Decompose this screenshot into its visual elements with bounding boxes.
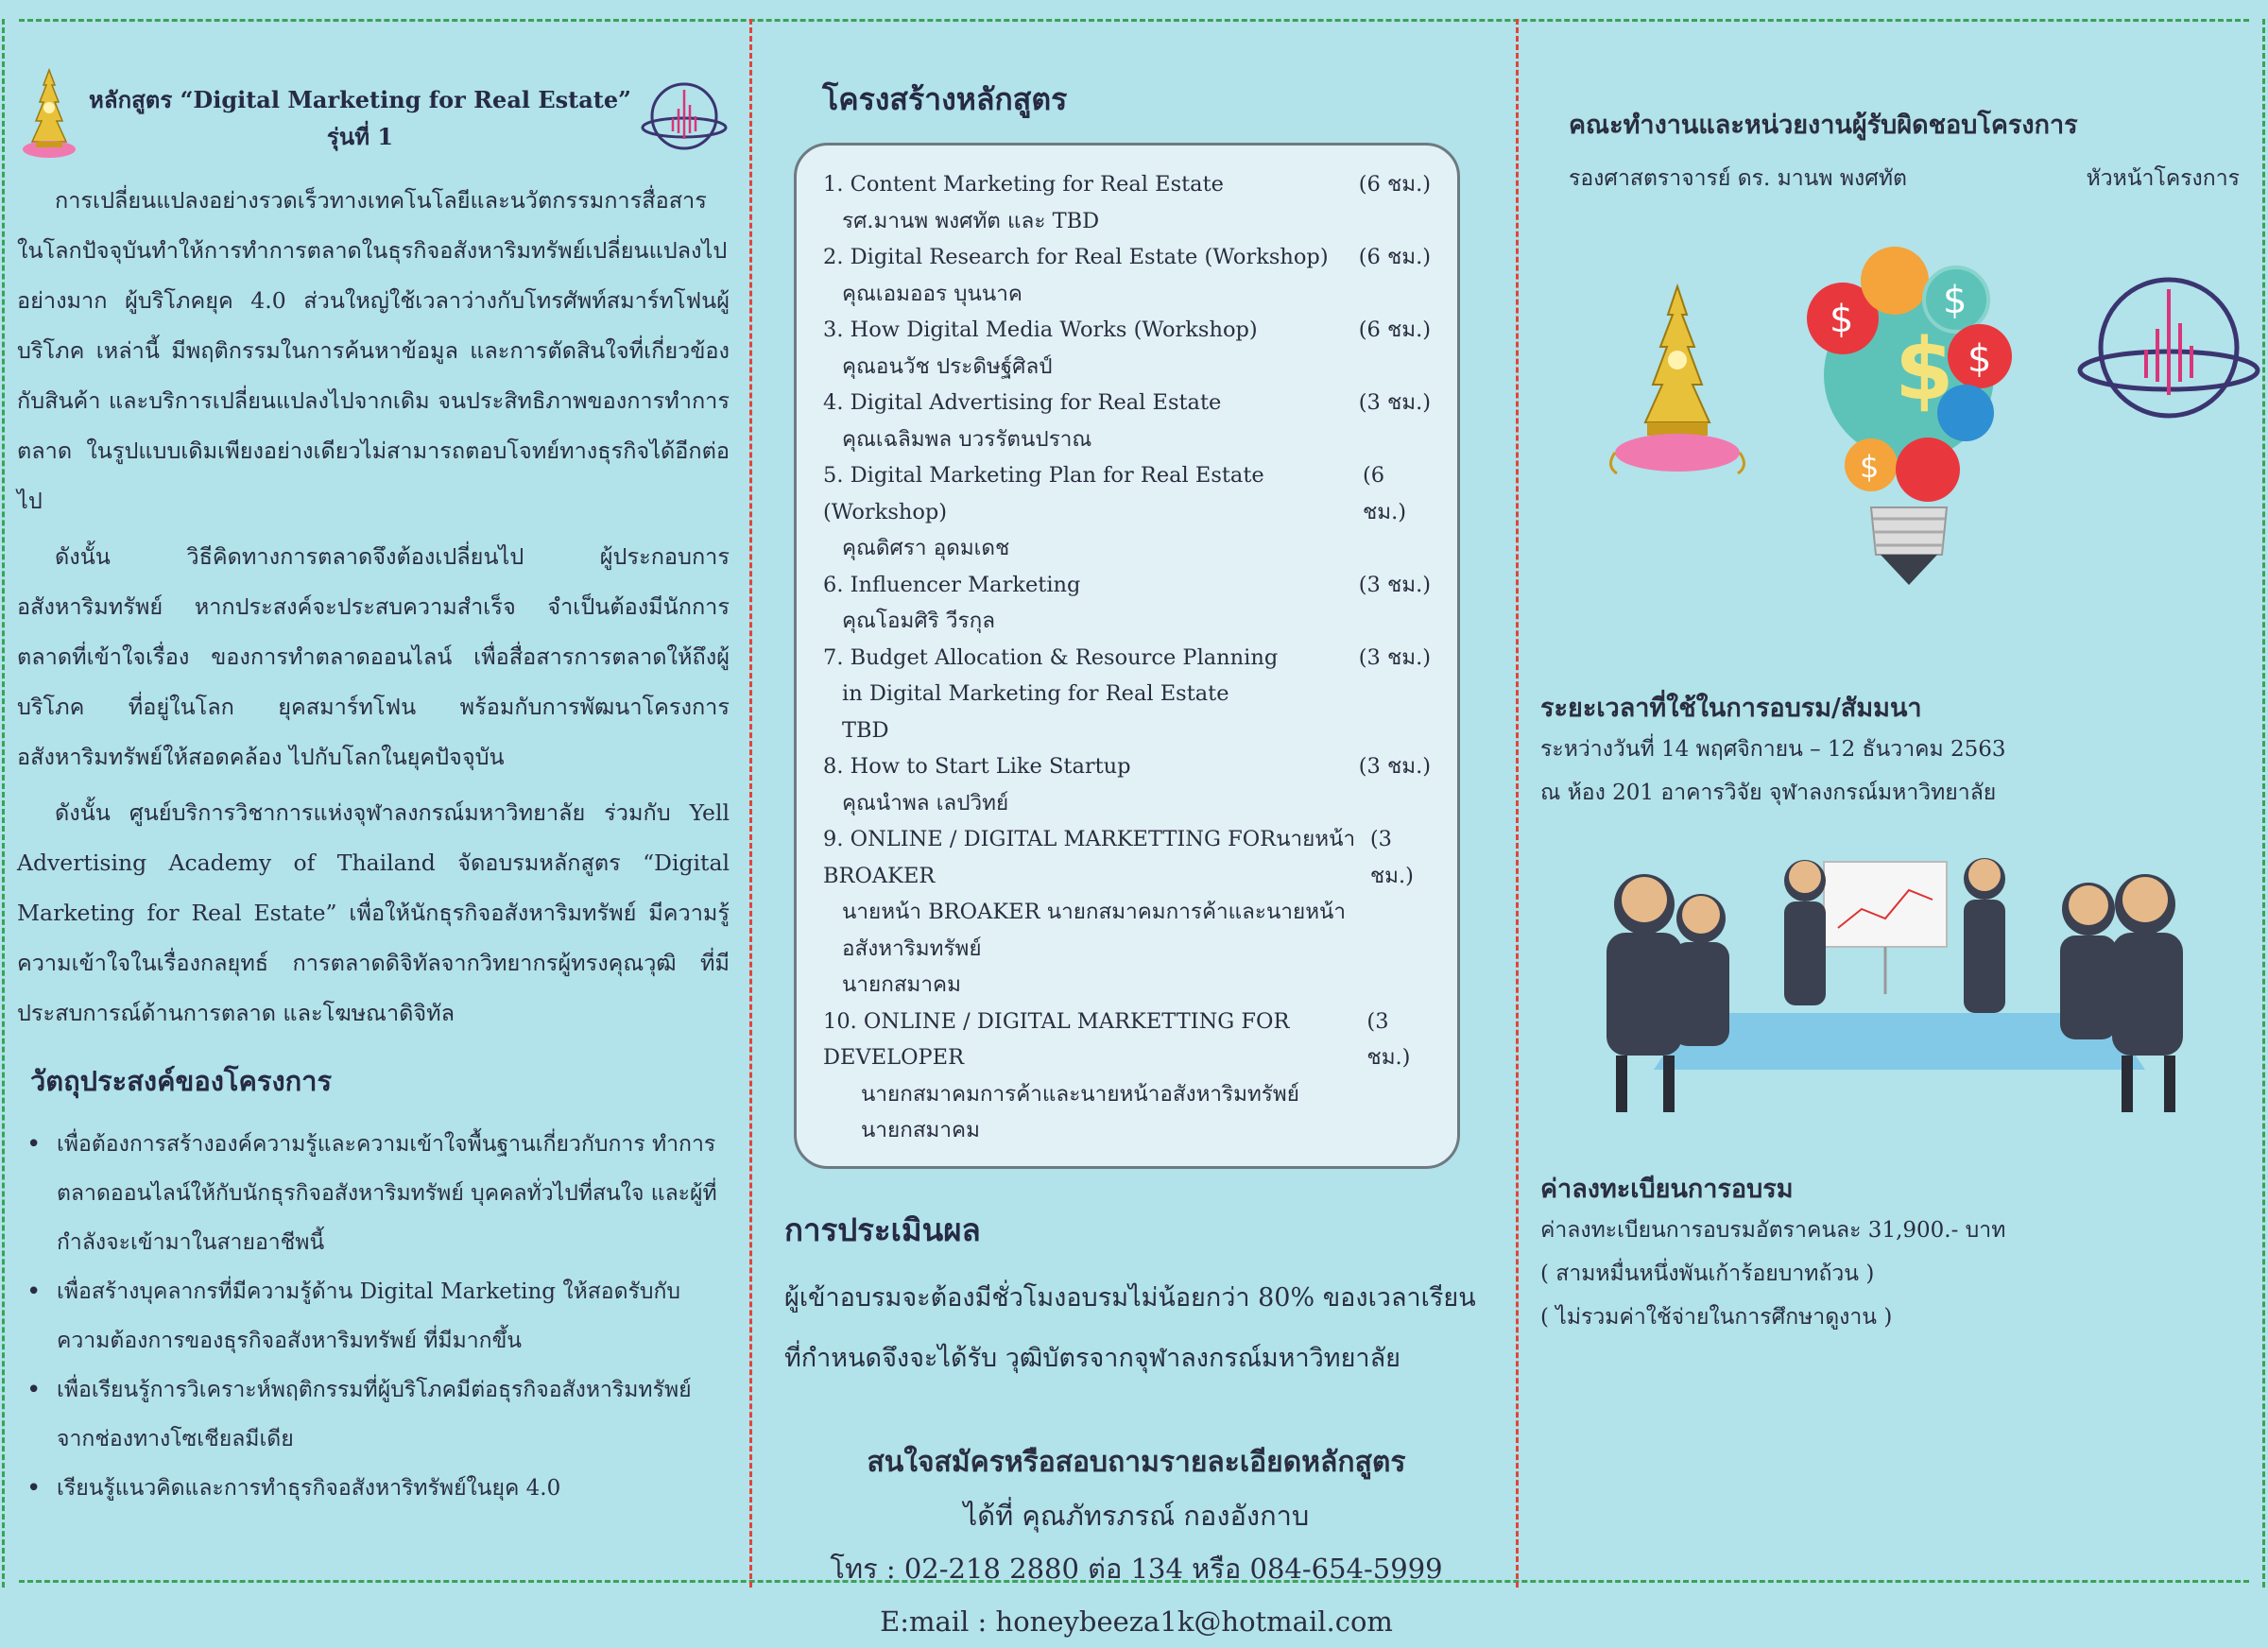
curriculum-item-hours: (6 ชม.) [1358, 318, 1431, 342]
curriculum-item-title: 1. Content Marketing for Real Estate [823, 172, 1224, 197]
fee-words: ( สามหมื่นหนึ่งพันเก้าร้อยบาทถ้วน ) [1540, 1262, 1875, 1286]
curriculum-item [823, 385, 1431, 457]
curriculum-item-title: 6. Influencer Marketing [823, 572, 1081, 597]
curriculum-item-detail: in Digital Marketing for Real Estate [842, 681, 1229, 706]
curriculum-item-header [823, 166, 1431, 203]
curriculum-item-detail: คุณเอมออร บุนนาค [842, 281, 1022, 306]
right-panel [1521, 0, 2259, 1599]
curriculum-item-detail: คุณดิศรา อุดมเดช [842, 536, 1010, 560]
curriculum-item-detail: คุณอนวัช ประดิษฐ์ศิลป์ [842, 353, 1053, 379]
curriculum-item-detail: คุณนำพล เลปวิทย์ [842, 790, 1009, 815]
svg-text:$: $ [1943, 279, 1967, 322]
meeting-illustration-icon [1578, 852, 2183, 1126]
curriculum-item [823, 1004, 1431, 1149]
evaluation-heading: การประเมินผล [784, 1210, 981, 1248]
curriculum-item [823, 640, 1431, 749]
curriculum-item-title: 2. Digital Research for Real Estate (Workshop) [823, 245, 1329, 269]
curriculum-heading: โครงสร้างหลักสูตร [822, 81, 1068, 117]
fold-line-1 [749, 19, 752, 1588]
curriculum-item-title: 10. ONLINE / DIGITAL MARKETTING FOR DEVELOPER [823, 1008, 1290, 1070]
fold-line-2 [1516, 19, 1519, 1588]
objective-item: • เรียนรู้แนวคิดและการทำธุรกิจอสังหาริทรัพย์ในยุค 4.0 [43, 1464, 730, 1513]
contact-phone: โทร : 02-218 2880 ต่อ 134 หรือ 084-654-5999 [830, 1552, 1443, 1585]
contact-email: E:mail : honeybeeza1k@hotmail.com [880, 1605, 1393, 1638]
curriculum-item-title: 3. How Digital Media Works (Workshop) [823, 318, 1258, 342]
curriculum-item-hours: (6 ชม.) [1358, 172, 1431, 197]
fee-heading: ค่าลงทะเบียนการอบรม [1540, 1175, 1794, 1204]
contact-heading: สนใจสมัครหรือสอบถามรายละเอียดหลักสูตร [867, 1445, 1406, 1479]
chula-emblem-icon [17, 66, 81, 170]
evaluation-line: ที่กำหนดจึงจะได้รับ วุฒิบัตรจากจุฬาลงกรณ์มหาวิทยาลัย [784, 1343, 1400, 1373]
chula-emblem-icon [1602, 281, 1753, 498]
duration-venue: ณ ห้อง 201 อาคารวิจัย จุฬาลงกรณ์มหาวิทยาลัย [1540, 781, 1997, 805]
course-title: หลักสูตร “Digital Marketing for Real Estate” รุ่นที่ 1 [89, 86, 631, 150]
right-dashed-edge [2262, 19, 2265, 1588]
team-member-role: หัวหน้าโครงการ [2086, 166, 2240, 191]
left-panel [0, 0, 747, 1599]
curriculum-item [823, 239, 1431, 312]
curriculum-item-header [823, 385, 1431, 421]
curriculum-item-title: 7. Budget Allocation & Resource Planning [823, 644, 1279, 670]
curriculum-item [823, 748, 1431, 821]
curriculum-item-header [823, 748, 1431, 785]
curriculum-item-header [823, 1004, 1431, 1076]
curriculum-item-hours: (6 ชม.) [1363, 463, 1407, 524]
intro-paragraph-3: ดังนั้น ศูนย์บริการวิชาการแห่งจุฬาลงกรณ์มหาวิทยาลัย ร่วมกับ Yell Advertising Academy of Thailand จัดอบรมหลักสูตร “Digital Marketing for Real Estate” เพื่อให้นักธุรกิจอสังหาริมทรัพย์ มีความรู้ความเข้าใจในเรื่องกลยุทธ์ การตลาดดิจิทัลจากวิทยากรผู้ทรงคุณวุฒิ ที่มีประสบการณ์ด้านการตลาด และโฆษณาดิจิทัล [17, 799, 730, 1026]
curriculum-item-header [823, 239, 1431, 276]
curriculum-item-detail: TBD [842, 717, 889, 743]
curriculum-item-hours: (6 ชม.) [1358, 245, 1431, 269]
curriculum-item [823, 312, 1431, 385]
curriculum-item-detail: นายหน้า BROAKER นายกสมาคมการค้าและนายหน้าอสังหาริมทรัพย์ [842, 900, 1347, 961]
objectives-list [17, 1120, 730, 1513]
curriculum-item-header [823, 312, 1431, 349]
curriculum-item-detail: นายกสมาคม [861, 1118, 980, 1142]
curriculum-item [823, 166, 1431, 239]
team-member-name: รองศาสตราจารย์ ดร. มานพ พงศทัต [1569, 166, 1907, 191]
curriculum-item-detail: รศ.มานพ พงศทัต และ TBD [842, 208, 1100, 233]
curriculum-item-title: 8. How to Start Like Startup [823, 754, 1131, 779]
lightbulb-money-icon [1786, 233, 2032, 630]
curriculum-item-title: 5. Digital Marketing Plan for Real Estate (Workshop) [823, 463, 1264, 524]
curriculum-item-hours: (3 ชม.) [1366, 1008, 1411, 1070]
team-heading: คณะทำงานและหน่วยงานผู้รับผิดชอบโครงการ [1569, 111, 2078, 140]
fee-note: ( ไม่รวมค่าใช้จ่ายในการศึกษาดูงาน ) [1540, 1305, 1893, 1330]
evaluation-line: ผู้เข้าอบรมจะต้องมีชั่วโมงอบรมไม่น้อยกว่า 80% ของเวลาเรียน [784, 1282, 1476, 1313]
svg-text:$: $ [1860, 449, 1880, 485]
fee-amount: ค่าลงทะเบียนการอบรมอัตราคนละ 31,900.- บาท [1540, 1218, 2006, 1243]
svg-text:$: $ [1967, 337, 1992, 381]
curriculum-item-header [823, 821, 1431, 894]
intro-paragraph-1: การเปลี่ยนแปลงอย่างรวดเร็วทางเทคโนโลยีและนวัตกรรมการสื่อสาร ในโลกปัจจุบันทำให้การทำการตลาดในธุรกิจอสังหาริมทรัพย์เปลี่ยนแปลงไป อย่างมาก ผู้บริโภคยุค 4.0 ส่วนใหญ่ใช้เวลาว่างกับโทรศัพท์สมาร์ทโฟนผู้บริโภค เหล่านี้ มีพฤติกรรมในการค้นหาข้อมูล และการตัดสินใจที่เกี่ยวข้องกับสินค้า และบริการเปลี่ยนแปลงไปจากเดิม จนประสิทธิภาพของการทำการตลาด ในรูปแบบเดิมเพียงอย่างเดียวไม่สามารถตอบโจทย์ทางธุรกิจได้อีกต่อไป [17, 187, 730, 514]
svg-text:$: $ [1895, 320, 1954, 420]
curriculum-item-header [823, 457, 1431, 530]
objective-item: • เพื่อสร้างบุคลากรที่มีความรู้ด้าน Digital Marketing ให้สอดรับกับ ความต้องการของธุรกิจอสังหาริมทรัพย์ ที่มีมากขึ้น [43, 1267, 730, 1365]
middle-panel [756, 0, 1507, 1638]
curriculum-item-hours: (3 ชม.) [1358, 572, 1431, 597]
curriculum-item-detail: นายกสมาคม [842, 972, 961, 997]
duration-dates: ระหว่างวันที่ 14 พฤศจิกายน – 12 ธันวาคม 2563 [1540, 737, 2006, 762]
intro-paragraph-2: ดังนั้น วิธีคิดทางการตลาดจึงต้องเปลี่ยนไป ผู้ประกอบการอสังหาริมทรัพย์ หากประสงค์จะประสบความสำเร็จ จำเป็นต้องมีนักการตลาดที่เข้าใจเรื่อง ของการทำตลาดออนไลน์ เพื่อสื่อสารการตลาดให้ถึงผู้บริโภค ที่อยู่ในโลก ยุคสมาร์ทโฟน พร้อมกับการพัฒนาโครงการอสังหาริมทรัพย์ให้สอดคล้อง ไปกับโลกในยุคปัจจุบัน [17, 543, 730, 770]
logo-row [1540, 233, 2240, 687]
curriculum-box [794, 143, 1460, 1169]
curriculum-item [823, 821, 1431, 1004]
curriculum-item-header [823, 640, 1431, 677]
contact-person: ได้ที่ คุณภัทรภรณ์ กองอังกาบ [963, 1499, 1310, 1532]
curriculum-item-hours: (3 ชม.) [1358, 644, 1431, 670]
contact-block [775, 1436, 1498, 1648]
curriculum-item-detail: คุณโอมศิริ วีรกุล [842, 609, 996, 633]
curriculum-item-title: 4. Digital Advertising for Real Estate [823, 390, 1222, 415]
curriculum-item-detail: นายกสมาคมการค้าและนายหน้าอสังหาริมทรัพย์ [861, 1081, 1299, 1107]
yell-academy-logo-icon [639, 73, 730, 163]
curriculum-item [823, 567, 1431, 640]
curriculum-item-title: 9. ONLINE / DIGITAL MARKETTING FORนายหน้า BROAKER [823, 827, 1356, 888]
curriculum-item-header [823, 567, 1431, 604]
svg-text:$: $ [1830, 298, 1854, 341]
yell-academy-logo-icon [2074, 257, 2263, 446]
duration-heading: ระยะเวลาที่ใช้ในการอบรม/สัมมนา [1540, 694, 1922, 723]
curriculum-item-hours: (3 ชม.) [1358, 754, 1431, 779]
curriculum-item-detail: คุณเฉลิมพล บวรรัตนปราณ [842, 426, 1092, 452]
curriculum-item [823, 457, 1431, 567]
objective-item: • เพื่อต้องการสร้างองค์ความรู้และความเข้าใจพื้นฐานเกี่ยวกับการ ทำการตลาดออนไลน์ให้กับนักธุรกิจอสังหาริมทรัพย์ บุคคลทั่วไปที่สนใจ และผู้ที่กำลังจะเข้ามาในสายอาชีพนี้ [43, 1120, 730, 1267]
objectives-heading: วัตถุประสงค์ของโครงการ [30, 1065, 333, 1097]
objective-item: • เพื่อเรียนรู้การวิเคราะห์พฤติกรรมที่ผู้บริโภคมีต่อธุรกิจอสังหาริมทรัพย์ จากช่องทางโซเชียลมีเดีย [43, 1365, 730, 1464]
team-member-row [1569, 162, 2240, 196]
left-header [17, 66, 730, 170]
curriculum-item-hours: (3 ชม.) [1358, 390, 1431, 415]
curriculum-item-hours: (3 ชม.) [1369, 827, 1414, 888]
